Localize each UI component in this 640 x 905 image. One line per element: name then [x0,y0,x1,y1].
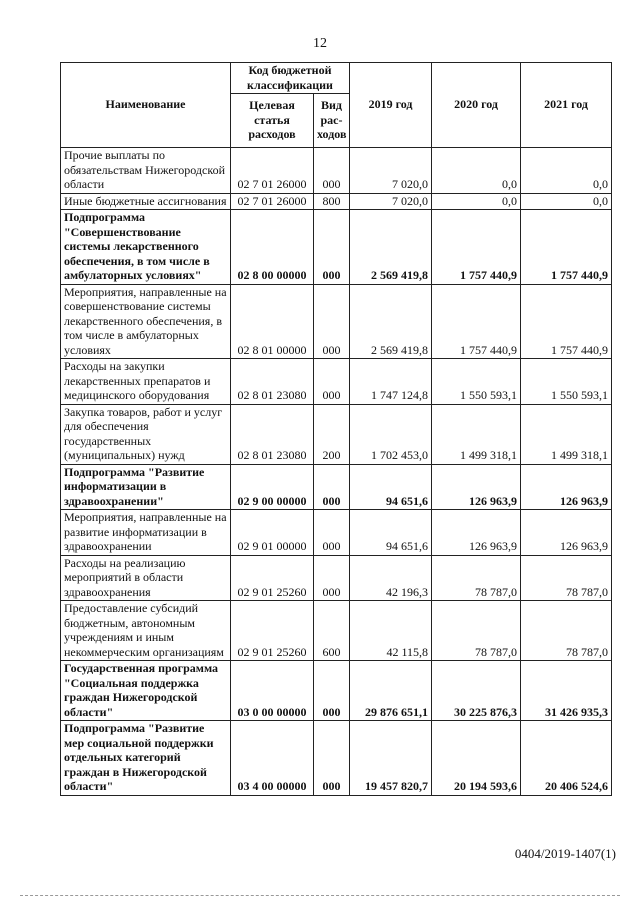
row-2021: 126 963,9 [521,510,612,556]
table-row [61,661,612,721]
table-row [61,555,612,601]
row-vid: 000 [314,284,350,359]
row-2021: 0,0 [521,193,612,210]
row-2019: 2 569 419,8 [350,210,432,285]
row-code: 02 9 00 00000 [231,464,314,510]
header-vid: Вид рас-ходов [314,94,350,148]
row-2019: 7 020,0 [350,148,432,194]
row-code: 03 4 00 00000 [231,721,314,796]
row-2019: 94 651,6 [350,464,432,510]
header-target: Целевая статья расходов [231,94,314,148]
row-code: 02 9 01 00000 [231,510,314,556]
row-2019: 7 020,0 [350,193,432,210]
row-name: Прочие выплаты по обязательствам Нижегородской области [61,148,231,194]
row-name: Подпрограмма "Совершенствование системы лекарственного обеспечения, в том числе в амбулаторных условиях" [61,210,231,285]
row-2021: 78 787,0 [521,555,612,601]
row-vid: 600 [314,601,350,661]
page-edge-line [20,895,620,896]
row-vid: 000 [314,510,350,556]
row-vid: 000 [314,555,350,601]
header-2019: 2019 год [350,63,432,148]
row-2021: 1 499 318,1 [521,404,612,464]
row-2019: 29 876 651,1 [350,661,432,721]
row-2020: 0,0 [432,193,521,210]
row-code: 02 9 01 25260 [231,555,314,601]
table-row [61,464,612,510]
table-row [61,148,612,194]
row-2021: 78 787,0 [521,601,612,661]
row-2020: 1 499 318,1 [432,404,521,464]
table-row [61,601,612,661]
row-name: Подпрограмма "Развитие мер социальной поддержки отдельных категорий граждан в Нижегородской области" [61,721,231,796]
header-2021: 2021 год [521,63,612,148]
row-2020: 78 787,0 [432,601,521,661]
row-2019: 42 115,8 [350,601,432,661]
row-code: 02 8 01 00000 [231,284,314,359]
table-row [61,721,612,796]
row-2019: 1 747 124,8 [350,359,432,405]
row-2021: 31 426 935,3 [521,661,612,721]
row-2019: 1 702 453,0 [350,404,432,464]
row-2019: 2 569 419,8 [350,284,432,359]
row-name: Подпрограмма "Развитие информатизации в здравоохранении" [61,464,231,510]
header-kbk: Код бюджетной классификации [231,63,350,94]
table-row [61,284,612,359]
row-vid: 000 [314,210,350,285]
row-vid: 000 [314,148,350,194]
row-name: Мероприятия, направленные на развитие информатизации в здравоохранении [61,510,231,556]
row-code: 02 8 01 23080 [231,404,314,464]
row-vid: 000 [314,721,350,796]
row-2021: 20 406 524,6 [521,721,612,796]
page-number: 12 [313,36,327,51]
row-2020: 1 550 593,1 [432,359,521,405]
row-2021: 1 757 440,9 [521,210,612,285]
table-row [61,210,612,285]
row-name: Мероприятия, направленные на совершенствование системы лекарственного обеспечения, в том числе в амбулаторных условиях [61,284,231,359]
row-2019: 19 457 820,7 [350,721,432,796]
table-row [61,404,612,464]
row-2020: 1 757 440,9 [432,284,521,359]
row-2020: 78 787,0 [432,555,521,601]
row-name: Иные бюджетные ассигнования [61,193,231,210]
row-name: Предоставление субсидий бюджетным, автономным учреждениям и иным некоммерческим организациям [61,601,231,661]
row-code: 02 9 01 25260 [231,601,314,661]
header-name: Наименование [61,63,231,148]
row-2020: 126 963,9 [432,464,521,510]
row-2021: 1 550 593,1 [521,359,612,405]
row-2020: 0,0 [432,148,521,194]
row-2019: 42 196,3 [350,555,432,601]
budget-table [60,62,612,796]
row-code: 02 8 01 23080 [231,359,314,405]
row-code: 03 0 00 00000 [231,661,314,721]
document-code: 0404/2019-1407(1) [514,846,616,861]
table-row [61,359,612,405]
row-vid: 000 [314,661,350,721]
table-row [61,193,612,210]
row-name: Расходы на закупки лекарственных препаратов и медицинского оборудования [61,359,231,405]
row-code: 02 7 01 26000 [231,148,314,194]
row-code: 02 7 01 26000 [231,193,314,210]
table-row [61,510,612,556]
row-2020: 1 757 440,9 [432,210,521,285]
row-2019: 94 651,6 [350,510,432,556]
row-2021: 0,0 [521,148,612,194]
row-code: 02 8 00 00000 [231,210,314,285]
row-vid: 200 [314,404,350,464]
row-name: Закупка товаров, работ и услуг для обеспечения государственных (муниципальных) нужд [61,404,231,464]
row-2020: 20 194 593,6 [432,721,521,796]
row-vid: 000 [314,464,350,510]
header-2020: 2020 год [432,63,521,148]
row-vid: 000 [314,359,350,405]
row-2020: 30 225 876,3 [432,661,521,721]
row-name: Государственная программа "Социальная поддержка граждан Нижегородской области" [61,661,231,721]
row-vid: 800 [314,193,350,210]
row-2021: 1 757 440,9 [521,284,612,359]
row-2020: 126 963,9 [432,510,521,556]
row-name: Расходы на реализацию мероприятий в области здравоохранения [61,555,231,601]
row-2021: 126 963,9 [521,464,612,510]
